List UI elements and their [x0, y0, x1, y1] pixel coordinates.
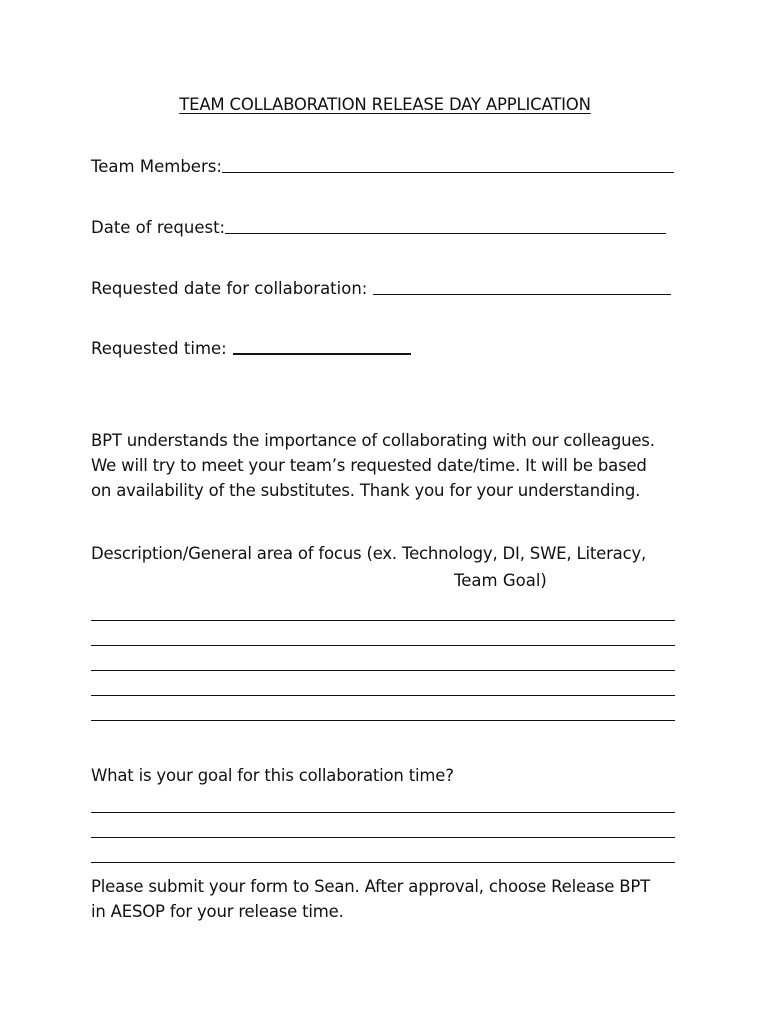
team-members-input-line[interactable]	[222, 171, 674, 173]
description-line-2: Team Goal)	[454, 571, 547, 590]
description-answer-line[interactable]	[91, 695, 675, 696]
submit-instructions	[91, 874, 691, 924]
notice-line-2: We will try to meet your team’s requested date/time. It will be based	[91, 456, 647, 475]
requested-time-label: Requested time:	[91, 339, 227, 358]
goal-answer-line[interactable]	[91, 812, 675, 813]
description-answer-line[interactable]	[91, 620, 675, 621]
description-line-1: Description/General area of focus (ex. Technology, DI, SWE, Literacy,	[91, 544, 647, 563]
requested-collab-date-input-line[interactable]	[373, 293, 671, 295]
goal-question	[91, 763, 691, 788]
requested-collab-date-field	[91, 279, 671, 298]
requested-collab-date-label: Requested date for collaboration:	[91, 279, 368, 298]
goal-question-text: What is your goal for this collaboration time?	[91, 766, 454, 785]
form-title	[0, 95, 770, 114]
team-members-field	[91, 157, 674, 176]
submit-line-1: Please submit your form to Sean. After approval, choose Release BPT	[91, 877, 651, 896]
date-of-request-input-line[interactable]	[225, 232, 666, 234]
requested-time-field	[91, 339, 411, 358]
team-members-label: Team Members:	[91, 157, 222, 176]
availability-notice	[91, 428, 691, 503]
date-of-request-label: Date of request:	[91, 218, 226, 237]
description-prompt	[91, 541, 691, 566]
goal-answer-line[interactable]	[91, 837, 675, 838]
notice-line-3: on availability of the substitutes. Thank you for your understanding.	[91, 481, 641, 500]
date-of-request-field	[91, 218, 666, 237]
description-answer-line[interactable]	[91, 670, 675, 671]
submit-line-2: in AESOP for your release time.	[91, 902, 344, 921]
goal-answer-line[interactable]	[91, 862, 675, 863]
requested-time-input-line[interactable]	[233, 352, 411, 355]
notice-line-1: BPT understands the importance of collaborating with our colleagues.	[91, 431, 655, 450]
form-title-text: TEAM COLLABORATION RELEASE DAY APPLICATION	[179, 95, 591, 114]
description-answer-line[interactable]	[91, 645, 675, 646]
description-answer-line[interactable]	[91, 720, 675, 721]
